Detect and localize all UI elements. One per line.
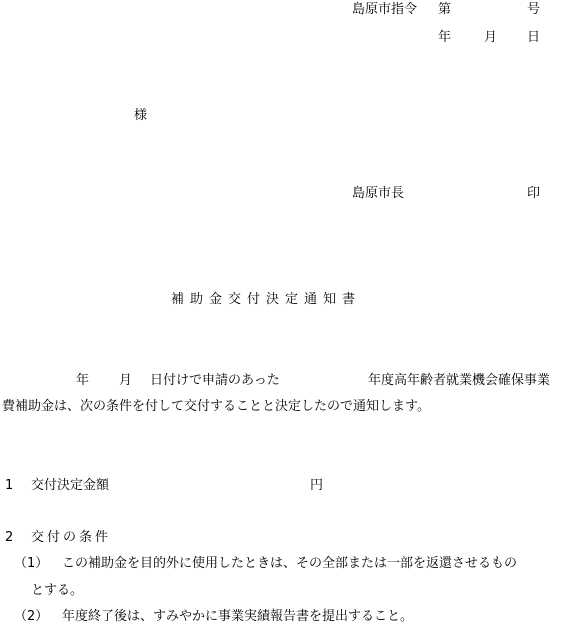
recipient-honorific: 様 (134, 108, 148, 123)
item1-unit: 円 (310, 478, 324, 493)
body-project: 年度高年齢者就業機会確保事業 (368, 373, 551, 388)
condition-1-number: （1） (14, 556, 49, 571)
directive-go: 号 (527, 2, 541, 17)
item1-label: 交付決定金額 (31, 478, 110, 493)
date-month: 月 (484, 30, 498, 45)
body-month: 月 (119, 373, 133, 388)
directive-prefix: 島原市指令 (352, 2, 418, 17)
condition-1-continuation: とする。 (31, 583, 84, 598)
body-line2: 費補助金は、次の条件を付して交付することと決定したので通知します。 (2, 399, 430, 414)
body-year: 年 (76, 373, 90, 388)
date-day: 日 (527, 30, 541, 45)
document-title: 補助金交付決定通知書 (171, 292, 362, 307)
issuer-name: 島原市長 (352, 186, 405, 201)
item1-number: 1 (5, 478, 14, 493)
date-year: 年 (438, 30, 452, 45)
condition-2-text: 年度終了後は、すみやかに事業実績報告書を提出すること。 (62, 609, 414, 624)
condition-2-number: （2） (14, 609, 49, 624)
body-day-phrase: 日付けで申請のあった (150, 373, 280, 388)
item2-label: 交付の条件 (31, 530, 112, 545)
issuer-seal: 印 (527, 186, 541, 201)
directive-dai: 第 (438, 2, 452, 17)
item2-number: 2 (5, 530, 14, 545)
condition-1-text: この補助金を目的外に使用したときは、その全部または一部を返還させるもの (62, 556, 518, 571)
